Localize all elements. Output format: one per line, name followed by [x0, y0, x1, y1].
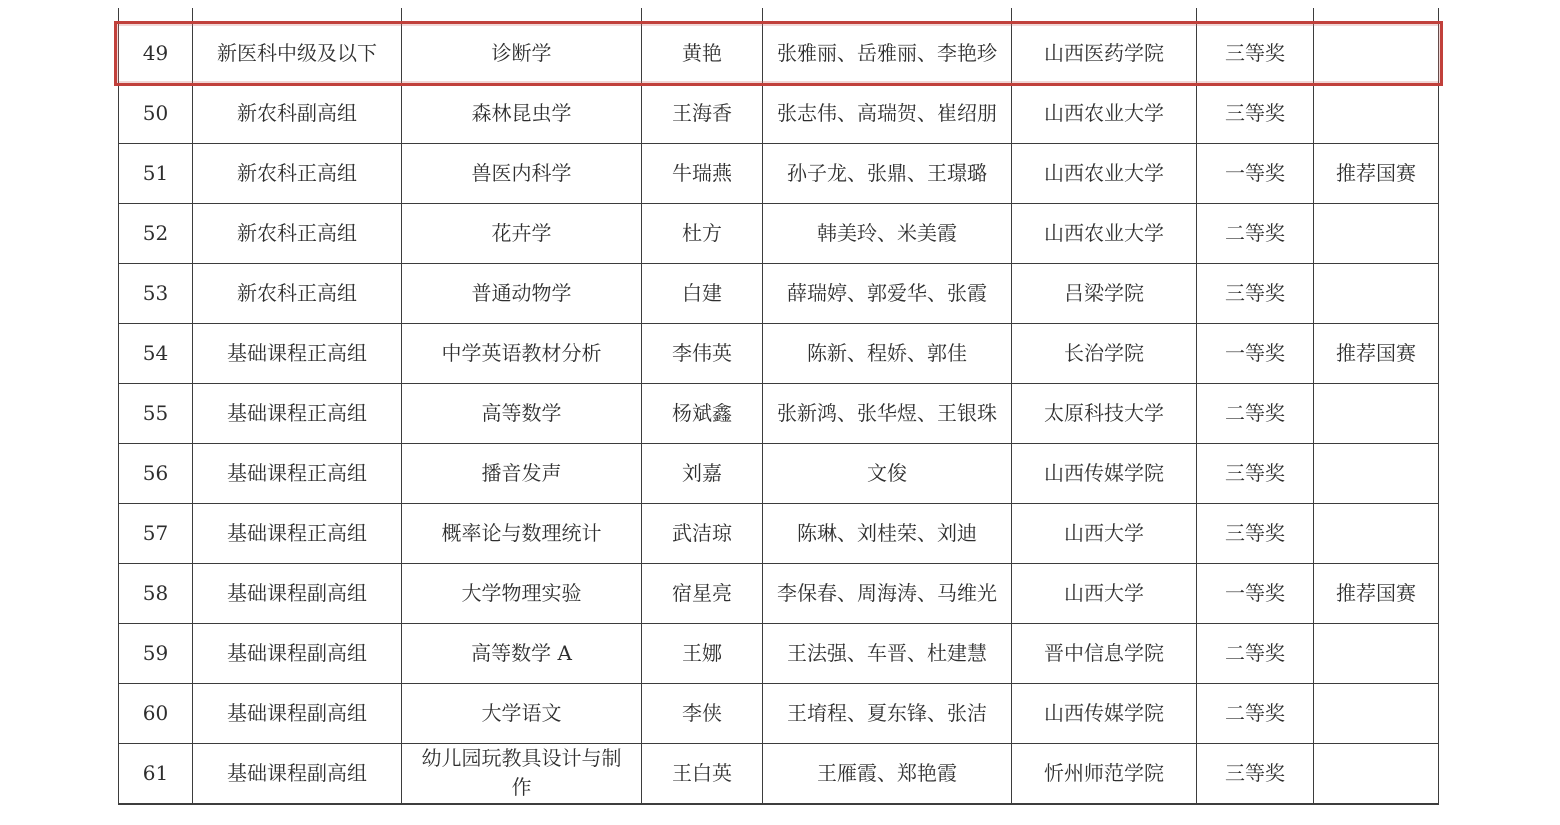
cell-presenter: 王白英 [642, 744, 763, 804]
cell-course: 概率论与数理统计 [402, 504, 642, 564]
cell-remark [1314, 624, 1439, 684]
cell-course: 诊断学 [402, 24, 642, 84]
cell-course: 高等数学 [402, 384, 642, 444]
cell-school: 山西大学 [1012, 504, 1197, 564]
cell-index: 56 [119, 444, 193, 504]
cell-school: 忻州师范学院 [1012, 744, 1197, 804]
cell-presenter: 王娜 [642, 624, 763, 684]
table-row [119, 264, 1439, 324]
table-row [119, 444, 1439, 504]
cell-index: 49 [119, 24, 193, 84]
cell-course: 高等数学 A [402, 624, 642, 684]
cell-team: 韩美玲、米美霞 [763, 204, 1012, 264]
cell-school: 山西大学 [1012, 564, 1197, 624]
cell-award: 一等奖 [1197, 324, 1314, 384]
cell-presenter: 牛瑞燕 [642, 144, 763, 204]
cell-remark [1314, 684, 1439, 744]
cell-course: 幼儿园玩教具设计与制作 [402, 744, 642, 804]
cell-award: 三等奖 [1197, 264, 1314, 324]
cell-course: 普通动物学 [402, 264, 642, 324]
cell-group: 基础课程正高组 [193, 504, 402, 564]
table-body [119, 8, 1439, 804]
remnant-cell [642, 8, 763, 24]
cell-index: 60 [119, 684, 193, 744]
cell-group: 新农科副高组 [193, 84, 402, 144]
cell-presenter: 宿星亮 [642, 564, 763, 624]
cell-team: 孙子龙、张鼎、王璟璐 [763, 144, 1012, 204]
table-row [119, 204, 1439, 264]
cell-index: 50 [119, 84, 193, 144]
cell-award: 二等奖 [1197, 204, 1314, 264]
cell-remark [1314, 204, 1439, 264]
cell-school: 山西农业大学 [1012, 144, 1197, 204]
table-row [119, 564, 1439, 624]
previous-row-remnant [119, 8, 1439, 24]
cell-team: 文俊 [763, 444, 1012, 504]
cell-school: 吕梁学院 [1012, 264, 1197, 324]
remnant-cell [1012, 8, 1197, 24]
table-row [119, 744, 1439, 804]
table-row [119, 504, 1439, 564]
table-row [119, 684, 1439, 744]
cell-award: 一等奖 [1197, 564, 1314, 624]
cell-index: 54 [119, 324, 193, 384]
table-row [119, 24, 1439, 84]
cell-group: 基础课程正高组 [193, 444, 402, 504]
cell-group: 基础课程副高组 [193, 684, 402, 744]
cell-award: 二等奖 [1197, 384, 1314, 444]
cell-award: 三等奖 [1197, 444, 1314, 504]
cell-group: 新农科正高组 [193, 144, 402, 204]
cell-course: 中学英语教材分析 [402, 324, 642, 384]
cell-award: 二等奖 [1197, 624, 1314, 684]
cell-presenter: 白建 [642, 264, 763, 324]
cell-team: 李保春、周海涛、马维光 [763, 564, 1012, 624]
remnant-cell [763, 8, 1012, 24]
cell-course: 播音发声 [402, 444, 642, 504]
cell-school: 山西传媒学院 [1012, 684, 1197, 744]
cell-group: 基础课程正高组 [193, 384, 402, 444]
cell-remark [1314, 24, 1439, 84]
cell-index: 59 [119, 624, 193, 684]
cell-group: 新农科正高组 [193, 204, 402, 264]
cell-index: 53 [119, 264, 193, 324]
cell-school: 山西医药学院 [1012, 24, 1197, 84]
cell-course: 大学语文 [402, 684, 642, 744]
cell-remark: 推荐国赛 [1314, 564, 1439, 624]
cell-team: 张志伟、高瑞贺、崔绍朋 [763, 84, 1012, 144]
remnant-cell [119, 8, 193, 24]
cell-index: 52 [119, 204, 193, 264]
cell-index: 51 [119, 144, 193, 204]
cell-remark [1314, 84, 1439, 144]
cell-course: 森林昆虫学 [402, 84, 642, 144]
cell-award: 一等奖 [1197, 144, 1314, 204]
cell-group: 基础课程副高组 [193, 744, 402, 804]
cell-presenter: 李侠 [642, 684, 763, 744]
cell-presenter: 王海香 [642, 84, 763, 144]
cell-award: 三等奖 [1197, 744, 1314, 804]
cell-course: 大学物理实验 [402, 564, 642, 624]
cell-presenter: 李伟英 [642, 324, 763, 384]
cell-school: 山西农业大学 [1012, 84, 1197, 144]
remnant-cell [1197, 8, 1314, 24]
cell-remark [1314, 444, 1439, 504]
cell-award: 二等奖 [1197, 684, 1314, 744]
table-row [119, 624, 1439, 684]
cell-group: 基础课程副高组 [193, 564, 402, 624]
remnant-cell [193, 8, 402, 24]
cell-award: 三等奖 [1197, 504, 1314, 564]
cell-course: 花卉学 [402, 204, 642, 264]
cell-team: 王堉程、夏东锋、张洁 [763, 684, 1012, 744]
cell-group: 基础课程副高组 [193, 624, 402, 684]
cell-group: 新农科正高组 [193, 264, 402, 324]
cell-course: 兽医内科学 [402, 144, 642, 204]
table-row [119, 324, 1439, 384]
cell-team: 陈新、程娇、郭佳 [763, 324, 1012, 384]
remnant-cell [402, 8, 642, 24]
cell-remark [1314, 264, 1439, 324]
cell-award: 三等奖 [1197, 84, 1314, 144]
cell-school: 山西传媒学院 [1012, 444, 1197, 504]
award-results-table [118, 8, 1439, 805]
cell-presenter: 杨斌鑫 [642, 384, 763, 444]
table-row [119, 384, 1439, 444]
cell-team: 王雁霞、郑艳霞 [763, 744, 1012, 804]
cell-team: 王法强、车晋、杜建慧 [763, 624, 1012, 684]
cell-remark [1314, 504, 1439, 564]
cell-presenter: 刘嘉 [642, 444, 763, 504]
cell-team: 张新鸿、张华煜、王银珠 [763, 384, 1012, 444]
cell-team: 陈琳、刘桂荣、刘迪 [763, 504, 1012, 564]
cell-school: 山西农业大学 [1012, 204, 1197, 264]
cell-presenter: 黄艳 [642, 24, 763, 84]
cell-index: 58 [119, 564, 193, 624]
cell-school: 太原科技大学 [1012, 384, 1197, 444]
cell-school: 晋中信息学院 [1012, 624, 1197, 684]
cell-index: 55 [119, 384, 193, 444]
table-row [119, 144, 1439, 204]
cell-presenter: 武洁琼 [642, 504, 763, 564]
cell-team: 薛瑞婷、郭爱华、张霞 [763, 264, 1012, 324]
cell-team: 张雅丽、岳雅丽、李艳珍 [763, 24, 1012, 84]
cell-remark: 推荐国赛 [1314, 324, 1439, 384]
table-row [119, 84, 1439, 144]
cell-remark [1314, 744, 1439, 804]
cell-group: 新医科中级及以下 [193, 24, 402, 84]
cell-group: 基础课程正高组 [193, 324, 402, 384]
remnant-cell [1314, 8, 1439, 24]
cell-award: 三等奖 [1197, 24, 1314, 84]
cell-index: 61 [119, 744, 193, 804]
cell-remark: 推荐国赛 [1314, 144, 1439, 204]
cell-index: 57 [119, 504, 193, 564]
cell-school: 长治学院 [1012, 324, 1197, 384]
cell-remark [1314, 384, 1439, 444]
cell-presenter: 杜方 [642, 204, 763, 264]
